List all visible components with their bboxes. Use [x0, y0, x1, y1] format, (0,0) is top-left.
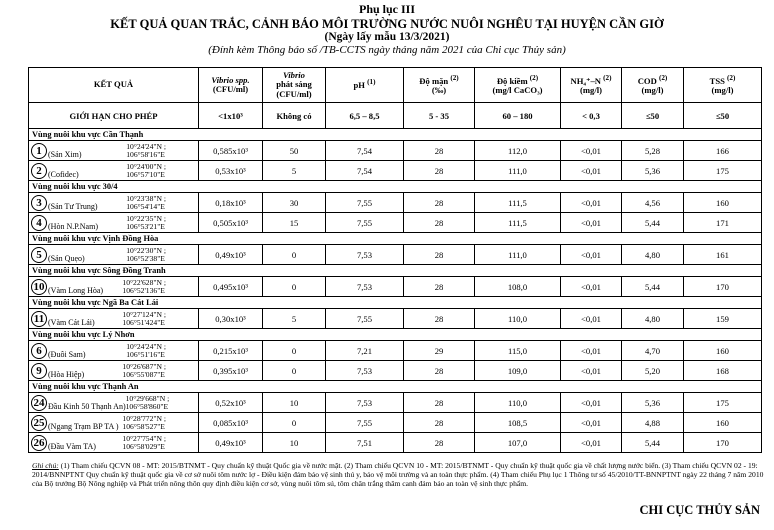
location-cell [29, 277, 199, 297]
station-number: 11 [31, 311, 47, 327]
value-cod: 5,44 [622, 433, 684, 453]
location-cell [29, 393, 199, 413]
value-tss: 160 [684, 193, 762, 213]
value-sal: 28 [404, 141, 475, 161]
station-lon: 106°58'029"E [122, 441, 165, 451]
value-vlum: 0 [263, 277, 326, 297]
location-cell [29, 309, 199, 329]
area-name: Vùng nuôi khu vực Thạnh An [29, 381, 762, 393]
station-lat: 10°27'124"N ; [122, 309, 166, 319]
value-nh4: <0,01 [561, 213, 622, 233]
table-row [29, 433, 762, 453]
table-row [29, 413, 762, 433]
col-nh4: NH₄⁺–N $^{(2)}$ (mg/l) [561, 68, 622, 103]
station-lon: 106°57'10"E [126, 169, 165, 179]
value-ph: 7,55 [326, 413, 404, 433]
value-tss: 170 [684, 277, 762, 297]
limits-row [29, 103, 762, 129]
col-tss: TSS $^{(2)}$ (mg/l) [684, 68, 762, 103]
station-lat: 10°24'00"N ; [126, 161, 166, 171]
area-name: Vùng nuôi khu vực Ngã Ba Cát Lái [29, 297, 762, 309]
value-nh4: <0,01 [561, 309, 622, 329]
value-alk: 110,0 [475, 309, 561, 329]
value-vlum: 5 [263, 309, 326, 329]
value-vspp: 0,49x10³ [199, 433, 263, 453]
limit-vibrio-spp: <1x10³ [199, 103, 263, 129]
station-number: 5 [31, 247, 47, 263]
limit-alkalinity: 60 – 180 [475, 103, 561, 129]
area-row [29, 265, 762, 277]
station-name: (Hòn N.P.Nam) [48, 221, 98, 231]
station-name: (Vàm Cát Lái) [48, 317, 95, 327]
value-cod: 4,80 [622, 309, 684, 329]
value-ph: 7,55 [326, 193, 404, 213]
location-cell [29, 413, 199, 433]
value-vlum: 10 [263, 393, 326, 413]
value-vspp: 0,215x10³ [199, 341, 263, 361]
value-cod: 5,20 [622, 361, 684, 381]
limit-salinity: 5 - 35 [404, 103, 475, 129]
value-vlum: 50 [263, 141, 326, 161]
value-alk: 111,5 [475, 213, 561, 233]
station-number: 24 [31, 395, 47, 411]
value-alk: 107,0 [475, 433, 561, 453]
value-cod: 4,80 [622, 245, 684, 265]
station-coordinates [122, 435, 166, 451]
station-coordinates [126, 143, 166, 159]
limits-label: GIỚI HẠN CHO PHÉP [29, 103, 199, 129]
value-sal: 28 [404, 393, 475, 413]
table-row [29, 141, 762, 161]
table-row [29, 341, 762, 361]
value-ph: 7,51 [326, 433, 404, 453]
area-name: Vùng nuôi khu vực 30/4 [29, 181, 762, 193]
value-ph: 7,53 [326, 245, 404, 265]
station-lat: 10°27'754"N ; [122, 433, 166, 443]
limit-cod: ≤50 [622, 103, 684, 129]
value-vlum: 10 [263, 433, 326, 453]
value-alk: 108,0 [475, 277, 561, 297]
station-name: (Sản Tư Trung) [48, 201, 98, 211]
location-cell [29, 245, 199, 265]
location-cell [29, 361, 199, 381]
area-row [29, 297, 762, 309]
table-row [29, 361, 762, 381]
value-ph: 7,54 [326, 141, 404, 161]
col-ph: pH $^{(1)}$ [326, 68, 404, 103]
value-nh4: <0,01 [561, 193, 622, 213]
station-name: (Sản Xim) [48, 149, 82, 159]
value-sal: 28 [404, 193, 475, 213]
station-name: (Ngang Trạm BP TA ) [48, 421, 119, 431]
value-nh4: <0,01 [561, 277, 622, 297]
value-sal: 29 [404, 341, 475, 361]
value-alk: 111,0 [475, 245, 561, 265]
location-cell [29, 433, 199, 453]
location-cell [29, 341, 199, 361]
value-tss: 175 [684, 161, 762, 181]
value-ph: 7,21 [326, 341, 404, 361]
table-row [29, 161, 762, 181]
station-name: (Vàm Long Hòa) [48, 285, 104, 295]
station-lon: 106°52'136"E [122, 285, 165, 295]
station-lat: 10°24'24"N ; [126, 141, 166, 151]
station-number: 1 [31, 143, 47, 159]
value-ph: 7,55 [326, 213, 404, 233]
value-nh4: <0,01 [561, 161, 622, 181]
station-lon: 106°51'16"E [126, 349, 165, 359]
station-number: 26 [31, 435, 47, 451]
area-row [29, 381, 762, 393]
limit-tss: ≤50 [684, 103, 762, 129]
value-vlum: 0 [263, 413, 326, 433]
value-cod: 4,70 [622, 341, 684, 361]
limit-vibrio-luminous: Không có [263, 103, 326, 129]
value-nh4: <0,01 [561, 393, 622, 413]
location-cell [29, 213, 199, 233]
col-result: KẾT QUẢ [29, 68, 199, 103]
area-name: Vùng nuôi khu vực Vịnh Đồng Hòa [29, 233, 762, 245]
location-cell [29, 141, 199, 161]
value-alk: 111,0 [475, 161, 561, 181]
value-nh4: <0,01 [561, 433, 622, 453]
value-ph: 7,54 [326, 161, 404, 181]
appendix-label: Phụ lục III [358, 2, 416, 16]
value-nh4: <0,01 [561, 413, 622, 433]
value-vlum: 15 [263, 213, 326, 233]
value-sal: 28 [404, 277, 475, 297]
table-row [29, 393, 762, 413]
station-lon: 106°58'860"E [125, 401, 169, 411]
station-number: 9 [31, 363, 47, 379]
value-vspp: 0,53x10³ [199, 161, 263, 181]
value-alk: 115,0 [475, 341, 561, 361]
value-alk: 109,0 [475, 361, 561, 381]
station-lon: 106°51'424"E [122, 317, 165, 327]
station-name: (Hòa Hiệp) [48, 369, 85, 379]
area-name: Vùng nuôi khu vực Lý Nhơn [29, 329, 762, 341]
value-alk: 110,0 [475, 393, 561, 413]
station-lat: 10°23'38"N ; [126, 193, 166, 203]
station-number: 10 [31, 279, 47, 295]
station-lat: 10°29'668"N ; [125, 393, 170, 403]
value-tss: 166 [684, 141, 762, 161]
footnotes [32, 462, 764, 489]
value-vspp: 0,505x10³ [199, 213, 263, 233]
col-vibrio-spp: Vibrio spp. (CFU/ml) [199, 68, 263, 103]
value-cod: 5,44 [622, 213, 684, 233]
value-ph: 7,55 [326, 309, 404, 329]
station-number: 2 [31, 163, 47, 179]
results-table [28, 67, 762, 453]
station-coordinates [126, 247, 166, 263]
value-sal: 28 [404, 433, 475, 453]
value-alk: 111,5 [475, 193, 561, 213]
value-vspp: 0,395x10³ [199, 361, 263, 381]
signature: CHI CỤC THỦY SẢN [639, 503, 760, 517]
value-sal: 28 [404, 213, 475, 233]
station-lat: 10°24'24"N ; [126, 341, 166, 351]
value-ph: 7,53 [326, 393, 404, 413]
value-tss: 159 [684, 309, 762, 329]
value-nh4: <0,01 [561, 361, 622, 381]
table-row [29, 193, 762, 213]
station-coordinates [126, 215, 166, 231]
notes-text: (1) Tham chiếu QCVN 08 - MT: 2015/BTNMT - Quy chuẩn kỹ thuật Quốc gia về nước mặt. (2) Tham chiếu QCVN 10 - MT: 2015/BTNMT - Quy chuẩn kỹ thuật quốc gia về chất lượng nước biển. (3) Tham chiếu QCVN 02 - 19: 2014/BNNPTNT Quy chuẩn kỹ thuật quốc gia về cơ sở nuôi tôm nước lợ - Điều kiện đảm bảo vệ sinh thú y, bảo vệ môi trường và an toàn thực phẩm. (4) Tham chiếu Phụ lục 1 Thông tư số 45/2010/TT-BNNPTNT ngày 22 tháng 7 năm 2010 của Bộ trưởng Bộ Nông nghiệp và Phát triển nông thôn quy định điều kiện cơ sở, vùng nuôi tôm sú, tôm chân trắng thâm canh đảm bảo an toàn vệ sinh thực phẩm. [32, 461, 764, 488]
value-cod: 5,36 [622, 393, 684, 413]
station-lat: 10°22'628"N ; [122, 277, 166, 287]
document-header [0, 3, 774, 57]
value-tss: 160 [684, 341, 762, 361]
value-sal: 28 [404, 161, 475, 181]
station-coordinates [126, 395, 170, 411]
table-row [29, 277, 762, 297]
value-alk: 108,5 [475, 413, 561, 433]
station-coordinates [122, 415, 166, 431]
station-coordinates [126, 163, 166, 179]
value-tss: 175 [684, 393, 762, 413]
station-number: 25 [31, 415, 47, 431]
value-vspp: 0,585x10³ [199, 141, 263, 161]
sample-date: (Ngày lấy mẫu 13/3/2021) [324, 31, 450, 44]
station-number: 6 [31, 343, 47, 359]
value-vlum: 0 [263, 341, 326, 361]
value-sal: 28 [404, 361, 475, 381]
table-row [29, 309, 762, 329]
document-title: KẾT QUẢ QUAN TRẮC, CẢNH BÁO MÔI TRƯỜNG NƯỚC NUÔI NGHÊU TẠI HUYỆN CẦN GIỜ [110, 16, 664, 31]
station-number: 4 [31, 215, 47, 231]
col-alkalinity: Độ kiềm $^{(2)}$ (mg/l CaCO₃) [475, 68, 561, 103]
station-lat: 10°22'35"N ; [126, 213, 166, 223]
value-tss: 168 [684, 361, 762, 381]
value-tss: 171 [684, 213, 762, 233]
value-nh4: <0,01 [561, 245, 622, 265]
limit-nh4: < 0,3 [561, 103, 622, 129]
limit-ph: 6,5 – 8,5 [326, 103, 404, 129]
value-sal: 28 [404, 245, 475, 265]
value-vspp: 0,49x10³ [199, 245, 263, 265]
value-tss: 160 [684, 413, 762, 433]
table-header-row [29, 68, 762, 103]
area-name: Vùng nuôi khu vực Sông Đồng Tranh [29, 265, 762, 277]
station-lat: 10°26'687"N ; [122, 361, 166, 371]
area-row [29, 233, 762, 245]
value-ph: 7,53 [326, 277, 404, 297]
value-ph: 7,53 [326, 361, 404, 381]
area-name: Vùng nuôi khu vực Cần Thạnh [29, 129, 762, 141]
value-tss: 161 [684, 245, 762, 265]
station-coordinates [122, 279, 166, 295]
location-cell [29, 193, 199, 213]
location-cell [29, 161, 199, 181]
station-lon: 106°58'16"E [126, 149, 165, 159]
station-lat: 10°22'30"N ; [126, 245, 166, 255]
value-vlum: 0 [263, 245, 326, 265]
value-vspp: 0,495x10³ [199, 277, 263, 297]
value-cod: 4,56 [622, 193, 684, 213]
station-name: (Sản Quẹo) [48, 253, 85, 263]
col-cod: COD $^{(2)}$ (mg/l) [622, 68, 684, 103]
station-lon: 106°54'14"E [126, 201, 165, 211]
table-row [29, 213, 762, 233]
station-lon: 106°52'38"E [126, 253, 165, 263]
col-vibrio-luminous: Vibrio phát sáng (CFU/ml) [263, 68, 326, 103]
value-sal: 28 [404, 413, 475, 433]
notes-label: Ghi chú: [32, 461, 59, 470]
value-vlum: 30 [263, 193, 326, 213]
value-nh4: <0,01 [561, 141, 622, 161]
table-row [29, 245, 762, 265]
area-row [29, 129, 762, 141]
value-cod: 5,44 [622, 277, 684, 297]
station-name: (Cofidec) [48, 169, 79, 179]
station-lon: 106°55'087"E [122, 369, 165, 379]
station-lon: 106°53'21"E [126, 221, 165, 231]
station-lat: 10°28'772"N ; [122, 413, 166, 423]
station-coordinates [122, 363, 166, 379]
station-coordinates [122, 311, 166, 327]
station-coordinates [126, 195, 166, 211]
value-vlum: 5 [263, 161, 326, 181]
value-cod: 4,88 [622, 413, 684, 433]
value-alk: 112,0 [475, 141, 561, 161]
area-row [29, 329, 762, 341]
value-nh4: <0,01 [561, 341, 622, 361]
station-name: (Đầu Vàm TA) [48, 441, 96, 451]
value-sal: 28 [404, 309, 475, 329]
value-tss: 170 [684, 433, 762, 453]
area-row [29, 181, 762, 193]
value-vspp: 0,18x10³ [199, 193, 263, 213]
col-salinity: Độ mặn $^{(2)}$ (‰) [404, 68, 475, 103]
value-cod: 5,36 [622, 161, 684, 181]
station-lon: 106°58'527"E [122, 421, 165, 431]
value-vspp: 0,52x10³ [199, 393, 263, 413]
attachment-note: (Đính kèm Thông báo số /TB-CCTS ngày tháng năm 2021 của Chi cục Thủy sản) [208, 44, 566, 57]
value-vspp: 0,30x10³ [199, 309, 263, 329]
station-coordinates [126, 343, 166, 359]
station-number: 3 [31, 195, 47, 211]
value-vspp: 0,085x10³ [199, 413, 263, 433]
value-vlum: 0 [263, 361, 326, 381]
station-name: Đầu Kinh 50 Thạnh An) [48, 401, 126, 411]
value-cod: 5,28 [622, 141, 684, 161]
station-name: (Đuôi Sam) [48, 349, 86, 359]
